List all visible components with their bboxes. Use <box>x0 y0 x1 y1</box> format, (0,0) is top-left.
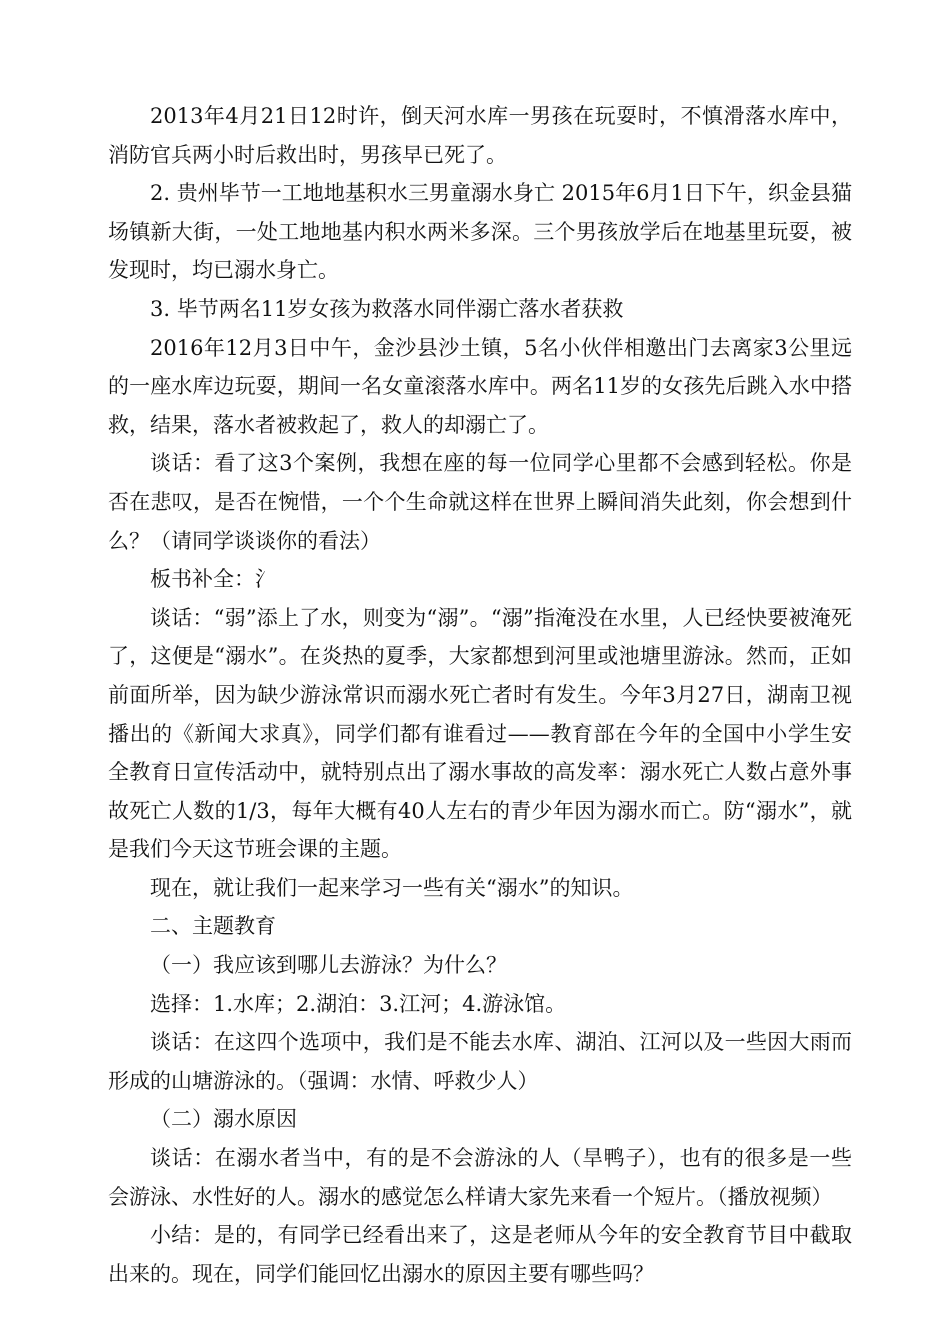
paragraph-summary: 小结：是的，有同学已经看出来了，这是老师从今年的安全教育节目中截取出来的。现在，同学们能回忆出溺水的原因主要有哪些吗？ <box>108 1223 852 1286</box>
paragraph-transition: 现在，就让我们一起来学习一些有关“溺水”的知识。 <box>150 875 634 900</box>
paragraph-case-2: 2. 贵州毕节一工地地基积水三男童溺水身亡 2015年6月1日下午，织金县猫场镇新大街，一处工地地基内积水两米多深。三个男孩放学后在地基里玩耍，被发现时，均已溺水身亡。 <box>108 181 852 283</box>
paragraph-talk-1: 谈话：看了这3个案例，我想在座的每一位同学心里都不会感到轻松。你是否在悲叹，是否在惋惜，一个个生命就这样在世界上瞬间消失此刻，你会想到什么？（请同学谈谈你的看法） <box>108 451 852 553</box>
paragraph-talk-2: 谈话：“弱”添上了水，则变为“溺”。“溺”指淹没在水里，人已经快要被淹死了，这便是“溺水”。在炎热的夏季，大家都想到河里或池塘里游泳。然而，正如前面所举，因为缺少游泳常识而溺水死亡者时有发生。今年3月27日，湖南卫视播出的《新闻大求真》，同学们都有谁看过——教育部在今年的全国中小学生安全教育日宣传活动中，就特别点出了溺水事故的高发率：溺水死亡人数占意外事故死亡人数的1/3，每年大概有40人左右的青少年因为溺水而亡。防“溺水”，就是我们今天这节班会课的主题。 <box>108 605 852 862</box>
paragraph-case-1: 2013年4月21日12时许，倒天河水库一男孩在玩耍时，不慎滑落水库中，消防官兵两小时后救出时，男孩早已死了。 <box>108 104 852 167</box>
paragraph-case-3-heading: 3. 毕节两名11岁女孩为救落水同伴溺亡落水者获救 <box>150 296 624 321</box>
subsection-heading-1: （一）我应该到哪儿去游泳？为什么？ <box>150 953 507 978</box>
paragraph-talk-4: 谈话：在溺水者当中，有的是不会游泳的人（旱鸭子），也有的很多是一些会游泳、水性好的人。溺水的感觉怎么样请大家先来看一个短片。（播放视频） <box>108 1146 852 1209</box>
paragraph-choices: 选择：1.水库；2.湖泊：3.江河；4.游泳馆。 <box>150 991 567 1016</box>
paragraph-talk-3: 谈话：在这四个选项中，我们是不能去水库、湖泊、江河以及一些因大雨而形成的山塘游泳的。（强调：水情、呼救少人） <box>108 1030 852 1093</box>
paragraph-board-note: 板书补全：氵 <box>150 567 276 592</box>
paragraph-case-3: 2016年12月3日中午，金沙县沙土镇，5名小伙伴相邀出门去离家3公里远的一座水库边玩耍，期间一名女童滚落水库中。两名11岁的女孩先后跳入水中搭救，结果，落水者被救起了，救人的却溺亡了。 <box>108 335 852 437</box>
subsection-heading-2: （二）溺水原因 <box>150 1107 297 1132</box>
document-body <box>108 97 852 1293</box>
section-heading: 二、主题教育 <box>150 914 276 939</box>
